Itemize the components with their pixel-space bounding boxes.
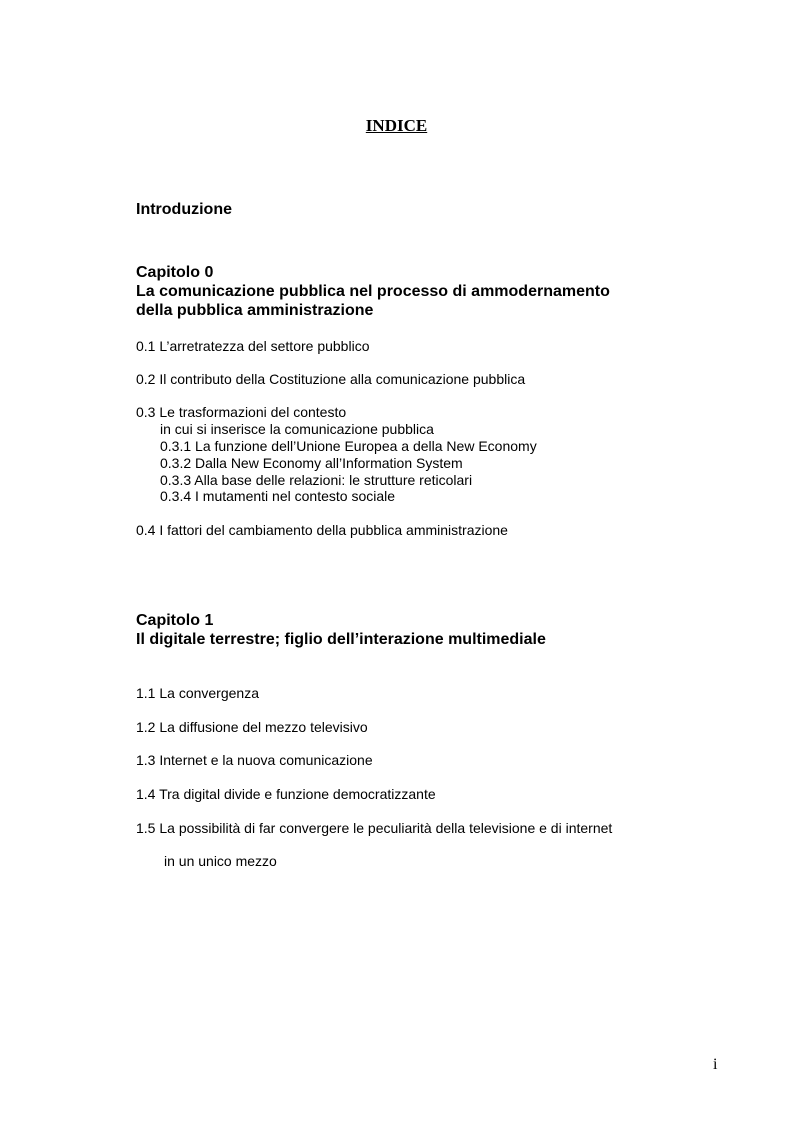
toc-entry-0-3: 0.3 Le trasformazioni del contesto: [136, 404, 347, 420]
chapter-0-title-line2: della pubblica amministrazione: [136, 302, 374, 319]
toc-entry-0-1: 0.1 L’arretratezza del settore pubblico: [136, 338, 370, 354]
toc-entry-0-4: 0.4 I fattori del cambiamento della pubblica amministrazione: [136, 522, 508, 538]
toc-entry-0-3-continuation: in cui si inserisce la comunicazione pubblica: [160, 421, 434, 437]
toc-entry-1-5-continuation: in un unico mezzo: [164, 853, 277, 869]
chapter-0-title-line1: La comunicazione pubblica nel processo di ammodernamento: [136, 283, 610, 300]
toc-entry-0-2: 0.2 Il contributo della Costituzione alla comunicazione pubblica: [136, 371, 526, 387]
toc-entry-1-2: 1.2 La diffusione del mezzo televisivo: [136, 719, 368, 735]
toc-entry-1-4: 1.4 Tra digital divide e funzione democratizzante: [136, 786, 436, 802]
page-number: i: [713, 1056, 718, 1073]
toc-entry-1-5: 1.5 La possibilità di far convergere le peculiarità della televisione e di internet: [136, 820, 613, 836]
toc-introduction: Introduzione: [136, 201, 232, 218]
chapter-1-title: Il digitale terrestre; figlio dell’interazione multimediale: [136, 631, 546, 648]
chapter-1-label: Capitolo 1: [136, 612, 214, 629]
toc-entry-0-3-2: 0.3.2 Dalla New Economy all’Information System: [160, 455, 463, 471]
page-title: INDICE: [365, 116, 428, 135]
toc-entry-1-3: 1.3 Internet e la nuova comunicazione: [136, 752, 373, 768]
toc-entry-1-1: 1.1 La convergenza: [136, 685, 259, 701]
chapter-0-label: Capitolo 0: [136, 264, 214, 281]
toc-entry-0-3-1: 0.3.1 La funzione dell’Unione Europea a della New Economy: [160, 438, 537, 454]
toc-entry-0-3-3: 0.3.3 Alla base delle relazioni: le strutture reticolari: [160, 472, 473, 488]
toc-entry-0-3-4: 0.3.4 I mutamenti nel contesto sociale: [160, 488, 396, 504]
